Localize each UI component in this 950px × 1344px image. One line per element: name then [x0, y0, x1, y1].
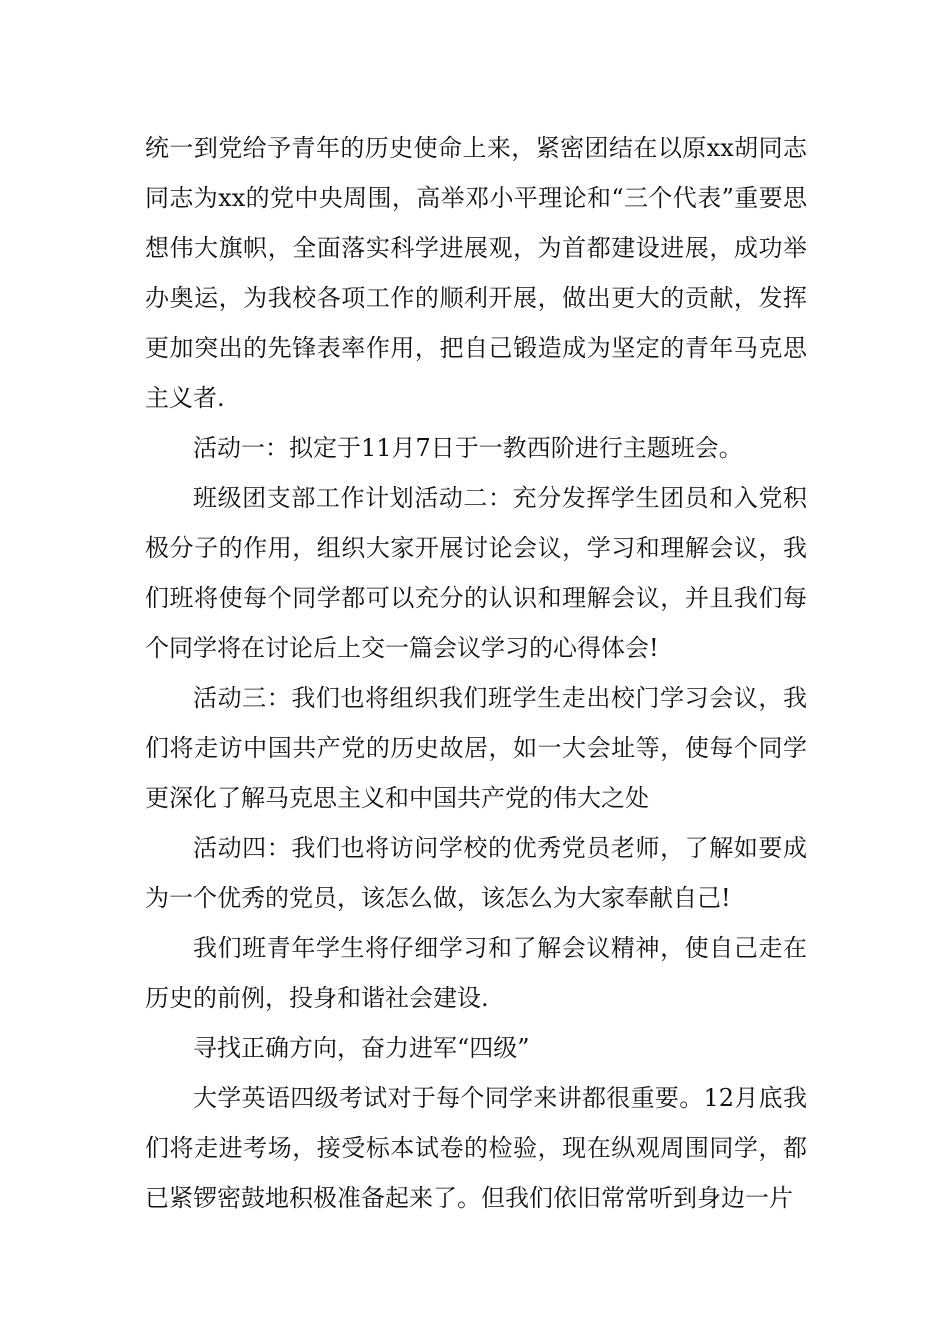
paragraph-summary: 我们班青年学生将仔细学习和了解会议精神，使自己走在历史的前例，投身和谐社会建设. [145, 934, 807, 1012]
paragraph-activity-one: 活动一：拟定于11月7日于一教西阶进行主题班会。 [193, 434, 743, 462]
paragraph-activity-two: 班级团支部工作计划活动二：充分发挥学生团员和入党积极分子的作用，组织大家开展讨论会议，学习和理解会议，我们班将使每个同学都可以充分的认识和理解会议，并且我们每个同学将在讨论后上交一篇会议学习的心得体会! [145, 484, 807, 662]
paragraph-activity-three: 活动三：我们也将组织我们班学生走出校门学习会议，我们将走访中国共产党的历史故居，如一大会址等，使每个同学更深化了解马克思主义和中国共产党的伟大之处 [145, 684, 807, 812]
document-body [145, 123, 807, 1223]
paragraph-activity-four: 活动四：我们也将访问学校的优秀党员老师，了解如要成为一个优秀的党员，该怎么做，该怎么为大家奉献自己! [145, 834, 807, 912]
paragraph-cet4: 大学英语四级考试对于每个同学来讲都很重要。12月底我们将走进考场，接受标本试卷的检验，现在纵观周围同学，都已紧锣密鼓地积极准备起来了。但我们依旧常常听到身边一片 [145, 1084, 807, 1212]
paragraph-intro: 统一到党给予青年的历史使命上来，紧密团结在以原xx胡同志同志为xx的党中央周围，高举邓小平理论和“三个代表”重要思想伟大旗帜，全面落实科学进展观，为首都建设进展，成功举办奥运，为我校各项工作的顺利开展，做出更大的贡献，发挥更加突出的先锋表率作用，把自己锻造成为坚定的青年马克思主义者. [145, 134, 807, 412]
paragraph-section-heading: 寻找正确方向，奋力进军“四级” [193, 1034, 530, 1062]
